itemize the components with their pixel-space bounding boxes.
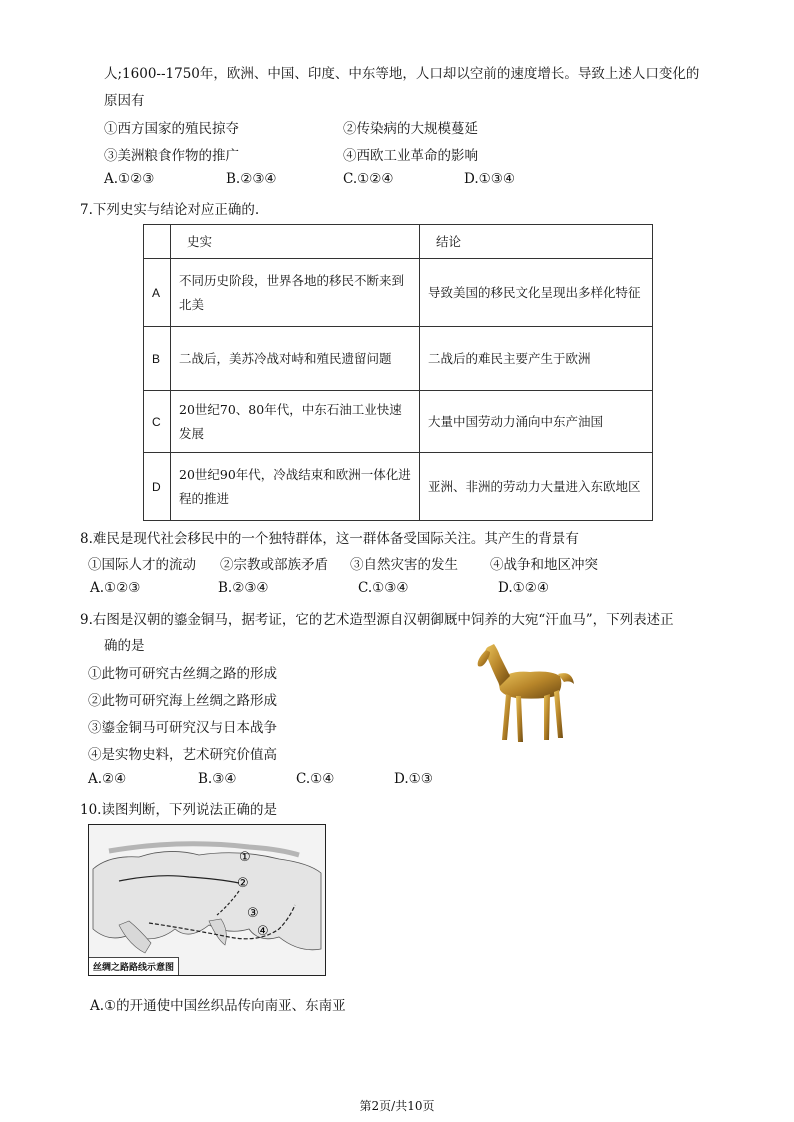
q9-statement-1: ①此物可研究古丝绸之路的形成 [88,666,277,682]
q8-statement-2: ②宗教或部族矛盾 [220,557,328,573]
q10-choice-a: A.①的开通使中国丝织品传向南亚、东南亚 [90,998,346,1014]
table-row [144,259,653,327]
q6-choice-a: A.①②③ [104,171,155,187]
row-label: D [144,453,171,521]
q9-choice-a: A.②④ [88,771,127,787]
map-caption: 丝绸之路路线示意图 [89,957,179,975]
row-conclusion: 亚洲、非洲的劳动力大量进入东欧地区 [420,453,653,521]
marker-1: ① [239,850,251,865]
marker-3: ③ [247,906,259,921]
table-header-fact: 史实 [171,225,420,259]
marker-2: ② [237,876,249,891]
q9-choice-d: D.①③ [394,771,433,787]
q6-statement-4: ④西欧工业革命的影响 [343,148,478,164]
gilt-bronze-horse-image [470,640,580,750]
route-1-line [109,844,299,855]
row-label: C [144,391,171,453]
silk-road-map-drawing [89,825,325,975]
q7-table [143,224,653,521]
q8-choice-c: C.①③④ [358,580,409,596]
table-row [144,327,653,391]
q8-choice-d: D.①②④ [498,580,549,596]
row-conclusion: 二战后的难民主要产生于欧洲 [420,327,653,391]
q9-statement-4: ④是实物史料，艺术研究价值高 [88,747,277,763]
q8-statement-1: ①国际人才的流动 [88,557,196,573]
row-fact: 二战后，美苏冷战对峙和殖民遗留问题 [171,327,420,391]
q6-choice-d: D.①③④ [464,171,515,187]
q9-choice-c: C.①④ [296,771,335,787]
q9-statement-2: ②此物可研究海上丝绸之路形成 [88,693,277,709]
q7-stem: 7.下列史实与结论对应正确的. [80,202,260,218]
table-row [144,453,653,521]
table-header-conclusion: 结论 [420,225,653,259]
silk-road-map [88,824,326,976]
q6-stem-line1: 人;1600--1750年，欧洲、中国、印度、中东等地，人口却以空前的速度增长。导致上述人口变化的 [104,66,700,82]
q10-stem: 10.读图判断，下列说法正确的是 [80,802,277,818]
row-fact: 20世纪70、80年代，中东石油工业快速发展 [171,391,420,453]
q6-stem-line2: 原因有 [104,93,145,109]
row-conclusion: 大量中国劳动力涌向中东产油国 [420,391,653,453]
q9-choice-b: B.③④ [198,771,237,787]
q6-statement-2: ②传染病的大规模蔓延 [343,121,478,137]
q6-statement-1: ①西方国家的殖民掠夺 [104,121,239,137]
q9-statement-3: ③鎏金铜马可研究汉与日本战争 [88,720,277,736]
q6-choice-c: C.①②④ [343,171,394,187]
q6-statement-3: ③美洲粮食作物的推广 [104,148,239,164]
q8-statement-4: ④战争和地区冲突 [490,557,598,573]
row-conclusion: 导致美国的移民文化呈现出多样化特征 [420,259,653,327]
q8-choice-b: B.②③④ [218,580,269,596]
row-label: A [144,259,171,327]
row-label: B [144,327,171,391]
q8-choice-a: A.①②③ [90,580,141,596]
page-number: 第2页/共10页 [359,1099,435,1113]
q6-choice-b: B.②③④ [226,171,277,187]
q9-stem-line1: 9.右图是汉朝的鎏金铜马，据考证，它的艺术造型源自汉朝御厩中饲养的大宛“汗血马”，下列表述正 [80,612,674,628]
table-row [144,391,653,453]
q8-stem: 8.难民是现代社会移民中的一个独特群体，这一群体备受国际关注。其产生的背景有 [80,531,579,547]
marker-4: ④ [257,924,269,939]
table-corner-cell [144,225,171,259]
q9-stem-line2: 确的是 [104,638,145,654]
row-fact: 不同历史阶段，世界各地的移民不断来到北美 [171,259,420,327]
row-fact: 20世纪90年代，冷战结束和欧洲一体化进程的推进 [171,453,420,521]
q8-statement-3: ③自然灾害的发生 [350,557,458,573]
